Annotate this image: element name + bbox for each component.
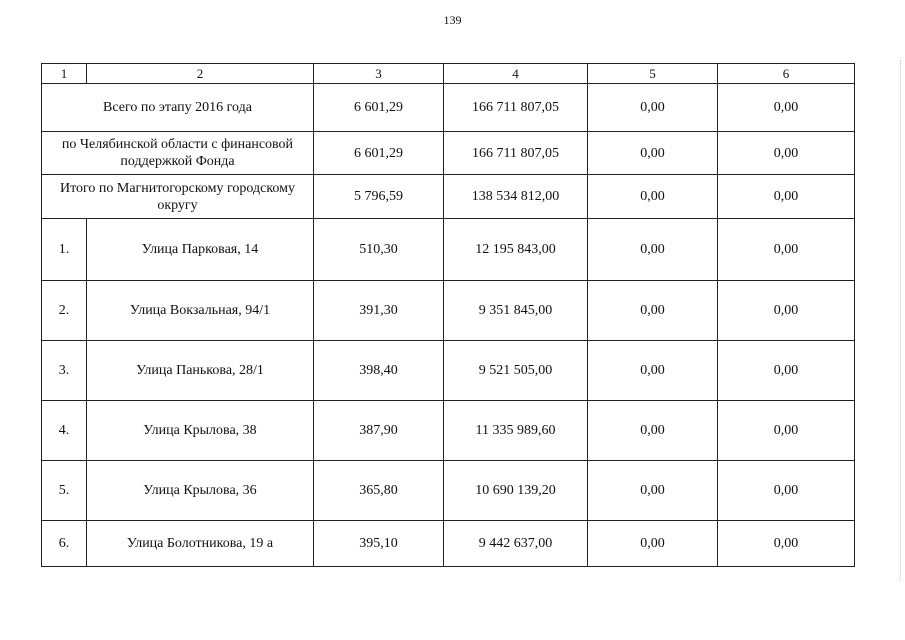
row-number: 5.	[42, 461, 87, 521]
area-cell: 395,10	[314, 521, 444, 567]
cost-cell: 12 195 843,00	[444, 219, 588, 281]
value-cell: 0,00	[718, 219, 855, 281]
value-cell: 0,00	[588, 521, 718, 567]
address-cell: Улица Панькова, 28/1	[87, 341, 314, 401]
address-cell: Улица Болотникова, 19 а	[87, 521, 314, 567]
summary-label: Итого по Магнитогорскому городскому округу	[42, 175, 314, 219]
table-row	[42, 401, 855, 461]
area-cell: 510,30	[314, 219, 444, 281]
cost-cell: 11 335 989,60	[444, 401, 588, 461]
address-cell: Улица Парковая, 14	[87, 219, 314, 281]
table-row	[42, 281, 855, 341]
cost-cell: 9 442 637,00	[444, 521, 588, 567]
table-row	[42, 461, 855, 521]
area-cell: 5 796,59	[314, 175, 444, 219]
cost-cell: 9 351 845,00	[444, 281, 588, 341]
area-cell: 387,90	[314, 401, 444, 461]
value-cell: 0,00	[588, 84, 718, 132]
value-cell: 0,00	[718, 132, 855, 175]
value-cell: 0,00	[718, 401, 855, 461]
cost-cell: 138 534 812,00	[444, 175, 588, 219]
value-cell: 0,00	[718, 281, 855, 341]
scan-margin-marks	[896, 60, 901, 580]
table-header-row	[42, 64, 855, 84]
column-header: 4	[444, 64, 588, 84]
address-cell: Улица Крылова, 38	[87, 401, 314, 461]
summary-label: по Челябинской области с финансовой поддержкой Фонда	[42, 132, 314, 175]
page-number: 139	[443, 13, 462, 27]
column-header: 2	[87, 64, 314, 84]
row-number: 4.	[42, 401, 87, 461]
table-row	[42, 219, 855, 281]
column-header: 6	[718, 64, 855, 84]
column-header: 3	[314, 64, 444, 84]
address-cell: Улица Крылова, 36	[87, 461, 314, 521]
value-cell: 0,00	[588, 132, 718, 175]
cost-cell: 10 690 139,20	[444, 461, 588, 521]
value-cell: 0,00	[588, 341, 718, 401]
summary-row-total	[42, 84, 855, 132]
table-row	[42, 521, 855, 567]
cost-cell: 166 711 807,05	[444, 132, 588, 175]
cost-cell: 166 711 807,05	[444, 84, 588, 132]
address-cell: Улица Вокзальная, 94/1	[87, 281, 314, 341]
summary-row-city	[42, 175, 855, 219]
summary-row-region	[42, 132, 855, 175]
area-cell: 365,80	[314, 461, 444, 521]
value-cell: 0,00	[718, 461, 855, 521]
area-cell: 391,30	[314, 281, 444, 341]
area-cell: 398,40	[314, 341, 444, 401]
row-number: 3.	[42, 341, 87, 401]
area-cell: 6 601,29	[314, 84, 444, 132]
cost-cell: 9 521 505,00	[444, 341, 588, 401]
value-cell: 0,00	[718, 521, 855, 567]
value-cell: 0,00	[718, 84, 855, 132]
value-cell: 0,00	[588, 281, 718, 341]
value-cell: 0,00	[588, 401, 718, 461]
value-cell: 0,00	[718, 341, 855, 401]
row-number: 1.	[42, 219, 87, 281]
value-cell: 0,00	[588, 461, 718, 521]
value-cell: 0,00	[718, 175, 855, 219]
data-table	[41, 63, 855, 567]
value-cell: 0,00	[588, 175, 718, 219]
row-number: 2.	[42, 281, 87, 341]
table-row	[42, 341, 855, 401]
column-header: 1	[42, 64, 87, 84]
value-cell: 0,00	[588, 219, 718, 281]
area-cell: 6 601,29	[314, 132, 444, 175]
summary-label: Всего по этапу 2016 года	[42, 84, 314, 132]
row-number: 6.	[42, 521, 87, 567]
column-header: 5	[588, 64, 718, 84]
